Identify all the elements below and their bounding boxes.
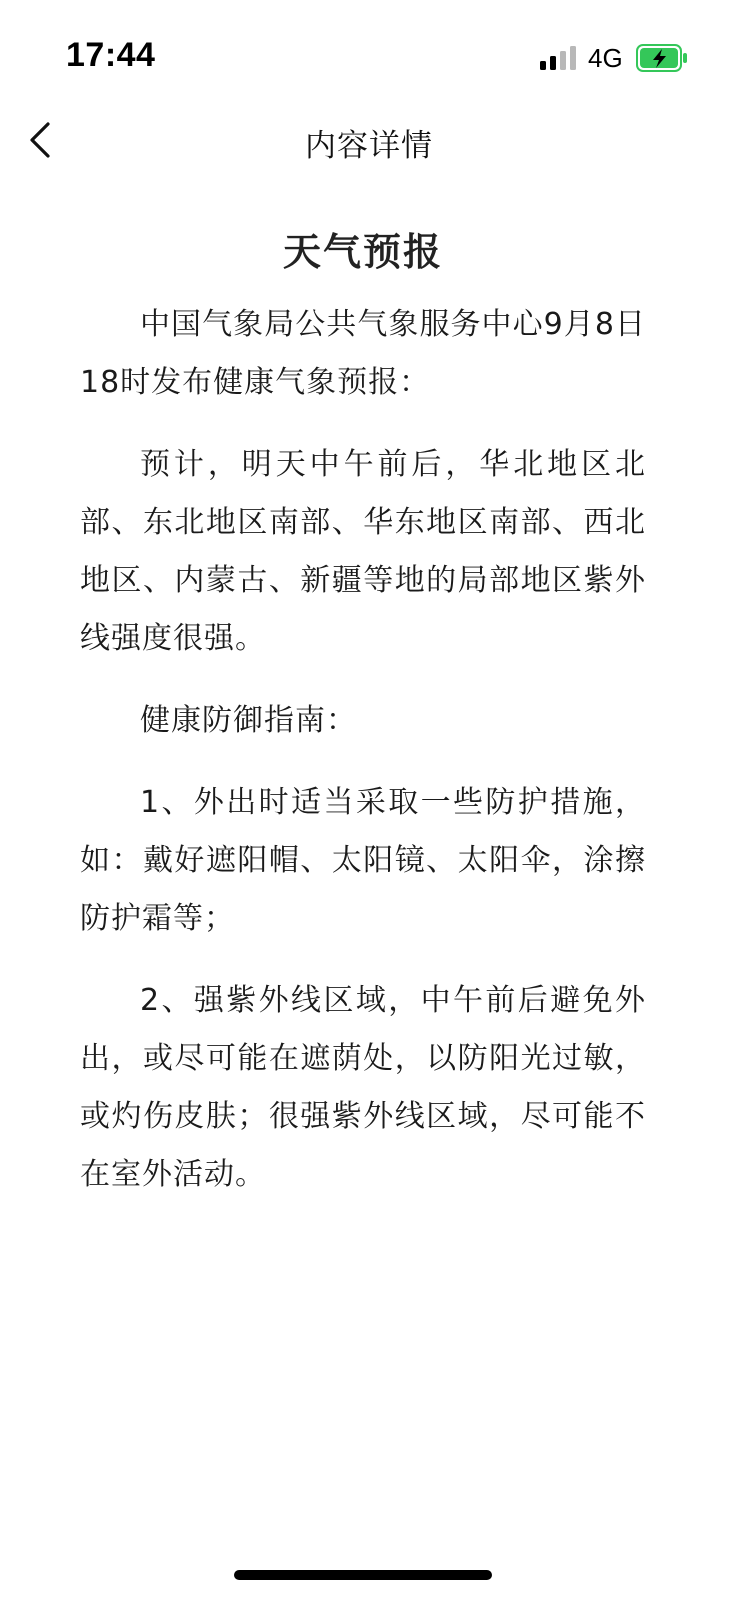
article-content	[80, 222, 646, 1228]
article-title: 天气预报	[282, 230, 443, 274]
page-title: 内容详情	[305, 128, 433, 164]
article-paragraph: 中国气象局公共气象服务中心9月8日18时发布健康气象预报：	[80, 307, 646, 400]
cellular-signal-icon	[540, 46, 578, 70]
status-bar	[0, 0, 738, 110]
article-paragraph: 健康防御指南：	[140, 703, 357, 738]
home-indicator[interactable]	[234, 1570, 492, 1580]
status-time: 17:44	[66, 36, 156, 74]
network-type-label: 4G	[588, 43, 623, 73]
navigation-bar	[0, 110, 738, 170]
article-paragraph: 1、外出时适当采取一些防护措施，如：戴好遮阳帽、太阳镜、太阳伞，涂擦防护霜等；	[80, 785, 646, 936]
battery-charging-icon	[636, 44, 688, 72]
article-paragraph: 预计，明天中午前后，华北地区北部、东北地区南部、华东地区南部、西北地区、内蒙古、新疆等地的局部地区紫外线强度很强。	[80, 447, 646, 656]
article-paragraph: 2、强紫外线区域，中午前后避免外出，或尽可能在遮荫处，以防阳光过敏，或灼伤皮肤；很强紫外线区域，尽可能不在室外活动。	[80, 983, 646, 1192]
